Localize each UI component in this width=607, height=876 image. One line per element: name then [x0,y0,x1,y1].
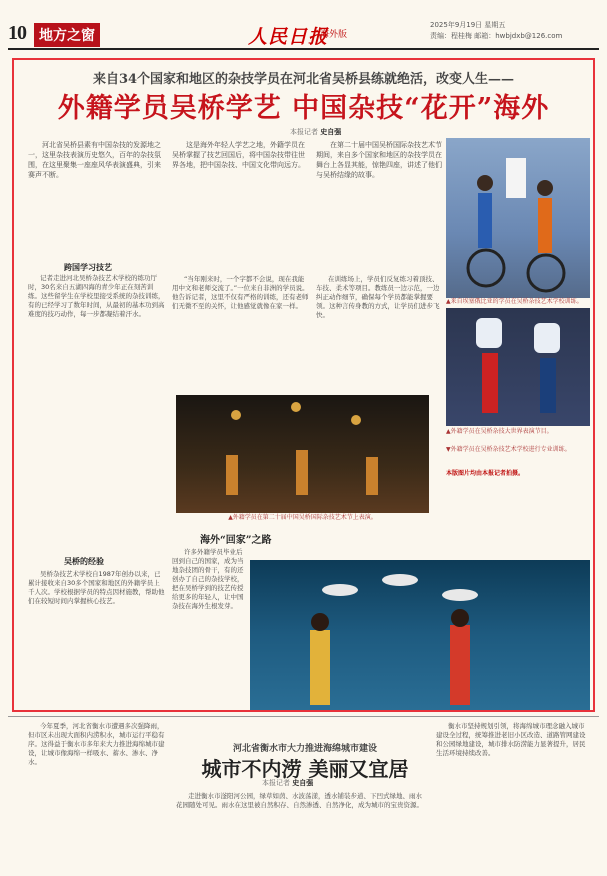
bottom-column-2: 走进衡水市滏阳河公园，绿草如茵、水波荡漾，透水铺装步道、下凹式绿地、雨水花园随处可见。雨水在这里被自然积存、自然渗透、自然净化，成为城市的宝贵资源。 [176,792,423,809]
bottom-rule [8,716,599,717]
subhead-1: 跨国学习技艺 [64,263,112,272]
body-column-2: “当年刚来时，一个字都不会说，现在我能用中文和老师交流了。”一位来自非洲的学员说。他告诉记者，这里不仅有严格的训练，还有老师们无微不至的关怀，让他感觉就像在家一样。 [172,275,309,310]
photo-hat-juggling [250,560,590,710]
masthead-info [430,20,562,42]
feature-kicker: 来自34个国家和地区的杂技学员在河北省吴桥县练就绝活，改变人生—— [92,72,515,87]
photo-jar-juggling [446,308,590,426]
caption-3: ▼外籍学员在吴桥杂技艺术学校进行专业训练。 [446,446,571,453]
feature-headline: 外籍学员吴桥学艺 中国杂技“花开”海外 [57,93,550,124]
bottom-column-1: 今年夏季，河北省衡水市遭遇多次强降雨，但市区未出现大面积内涝积水，城市运行平稳有序。这得益于衡水市多年来大力推进海绵城市建设，让城市像海绵一样吸水、蓄水、渗水、净水。 [28,722,165,766]
lead-paragraph-1: 河北省吴桥县素有中国杂技的发源地之一，这里杂技表演历史悠久，百年的杂技氛围，在这里聚集一座座风华表演盛典，引来赛声不断。 [28,141,161,179]
lead-paragraph-2: 这是海外年轻人学艺之地，外籍学员在吴桥掌握了技艺回国后，将中国杂技带往世界各地，把中国杂技、中国文化带向远方。 [172,141,305,169]
subhead-3: 吴桥的经验 [64,557,104,566]
feature-byline [290,127,341,137]
bottom-kicker: 河北省衡水市大力推进海绵城市建设 [232,744,377,754]
photo-unicycle-acrobats [446,138,590,298]
newspaper-logo: 人民日报 [248,26,329,48]
section-label: 地方之窗 [34,23,100,47]
masthead-rule [8,48,599,50]
caption-1: ▲来自埃塞俄比亚的学员在吴桥杂技艺术学校训练。 [446,298,583,305]
byline-name: 史自强 [320,128,342,136]
caption-2: ▲外籍学员在吴桥杂技大世界表演节目。 [446,428,553,435]
subhead-2: 海外“回家”之路 [200,535,272,546]
byline-label: 本报记者 [290,128,318,136]
bottom-byline [262,778,313,788]
stage-performance-image [176,395,429,513]
hat-juggling-image [250,560,590,710]
photo-credit: 本版图片均由本报记者拍摄。 [446,470,525,477]
lead-paragraph-3: 在第二十届中国吴桥国际杂技艺术节期间，来自多个国家和地区的杂技学员在舞台上各显其能，惊艳四座，讲述了他们与吴桥结缘的故事。 [316,141,442,179]
masthead [0,0,607,56]
bottom-byline-name: 史自强 [292,779,314,787]
photo-stage-performance [176,395,429,513]
bottom-headline: 城市不内涝 美丽又宜居 [201,757,409,781]
date-line: 2025年9月19日 星期五 [430,21,506,29]
body-column-3: 在训练场上，学员们反复练习着顶技、车技、柔术等项目。教练员一边示范，一边纠正动作细节，确保每个学员都能掌握要领。这种言传身教的方式，让学员们进步飞快。 [316,275,440,319]
caption-4: ▲外籍学员在第二十届中国吴桥国际杂技艺术节上表演。 [228,514,377,521]
jar-juggling-image [446,308,590,426]
page-number: 10 [8,22,26,44]
editor-line: 责编：程桂梅 邮箱：hwbjdxb@126.com [430,32,563,40]
bottom-byline-label: 本报记者 [262,779,290,787]
body-column-1b: 吴桥杂技艺术学校自1987年创办以来，已累计接收来自30多个国家和地区的外籍学员上千人次。学校根据学员的特点因材施教，帮助他们在较短时间内掌握核心技艺。 [28,570,165,605]
bottom-column-3: 衡水市坚持规划引领，将海绵城市理念融入城市建设全过程，统筹推进老旧小区改造、道路管网建设和公园绿地建设，城市排水防涝能力显著提升，居民生活环境持续改善。 [436,722,586,757]
newspaper-logo-sub: 海外版 [320,30,348,40]
body-column-4: 许多外籍学员毕业后回到自己的国家，成为当地杂技团的骨干，有的还创办了自己的杂技学校，把在吴桥学到的技艺传授给更多的年轻人，让中国杂技在海外生根发芽。 [172,548,244,610]
body-column-1: 记者走进河北吴桥杂技艺术学校的练功厅时，30名来自五湖四海的青少年正在刻苦训练。这些留学生在学校里接受系统的杂技训练，有的已经学习了数年时间，从最初的基本功到高难度的技巧动作，每一步都凝结着汗水。 [28,274,165,318]
unicycle-acrobats-image [446,138,590,298]
